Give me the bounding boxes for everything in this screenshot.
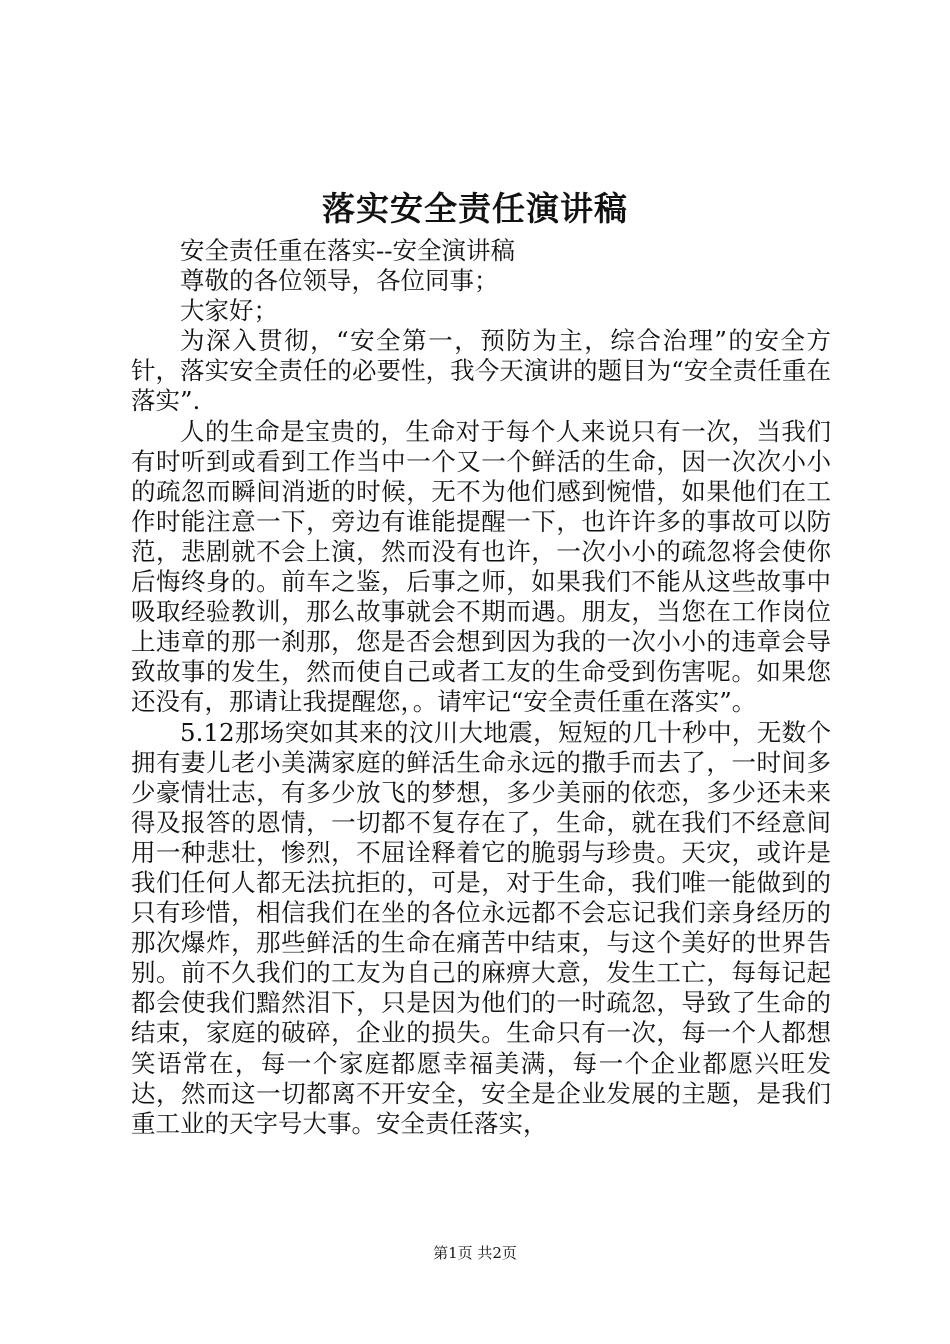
document-title: 落实安全责任演讲稿 [322,189,628,228]
page-footer: 第1页 共2页 [433,1244,517,1262]
paragraph-greeting: 大家好； [180,296,278,326]
paragraph-subtitle: 安全责任重在落实--安全演讲稿 [180,236,516,265]
document-body [131,236,831,1139]
paragraph-earthquake: 5.12那场突如其来的汶川大地震，短短的几十秒中，无数个拥有妻儿老小美满家庭的鲜活生命永远的撒手而去了，一时间多少豪情壮志，有多少放飞的梦想，多少美丽的依恋，多少还未来得及报答的恩情，一切都不复存在了，生命，就在我们不经意间用一种悲壮，惨烈，不屈诠释着它的脆弱与珍贵。天灾，或许是我们任何人都无法抗拒的，可是，对于生命，我们唯一能做到的只有珍惜，相信我们在坐的各位永远都不会忘记我们亲身经历的那次爆炸，那些鲜活的生命在痛苦中结束，与这个美好的世界告别。前不久我们的工友为自己的麻痹大意，发生工亡，每每记起都会使我们黯然泪下，只是因为他们的一时疏忽，导致了生命的结束，家庭的破碎，企业的损失。生命只有一次，每一个人都想笑语常在，每一个家庭都愿幸福美满，每一个企业都愿兴旺发达，然而这一切都离不开安全，安全是企业发展的主题，是我们重工业的天字号大事。安全责任落实， [131,717,831,1138]
paragraph-life: 人的生命是宝贵的，生命对于每个人来说只有一次，当我们有时听到或看到工作当中一个又一个鲜活的生命，因一次次小小的疏忽而瞬间消逝的时候，无不为他们感到惋惜，如果他们在工作时能注意一下，旁边有谁能提醒一下，也许许多的事故可以防范，悲剧就不会上演，然而没有也许，一次小小的疏忽将会使你后悔终身的。前车之鉴，后事之师，如果我们不能从这些故事中吸取经验教训，那么故事就会不期而遇。朋友，当您在工作岗位上违章的那一刹那，您是否会想到因为我的一次小小的违章会导致故事的发生，然而使自己或者工友的生命受到伤害呢。如果您还没有，那请让我提醒您，。请牢记“安全责任重在落实”。 [131,416,831,717]
paragraph-salutation: 尊敬的各位领导，各位同事； [180,266,499,296]
paragraph-intro: 为深入贯彻，“安全第一，预防为主，综合治理”的安全方针，落实安全责任的必要性，我今天演讲的题目为“安全责任重在落实”. [131,326,831,416]
